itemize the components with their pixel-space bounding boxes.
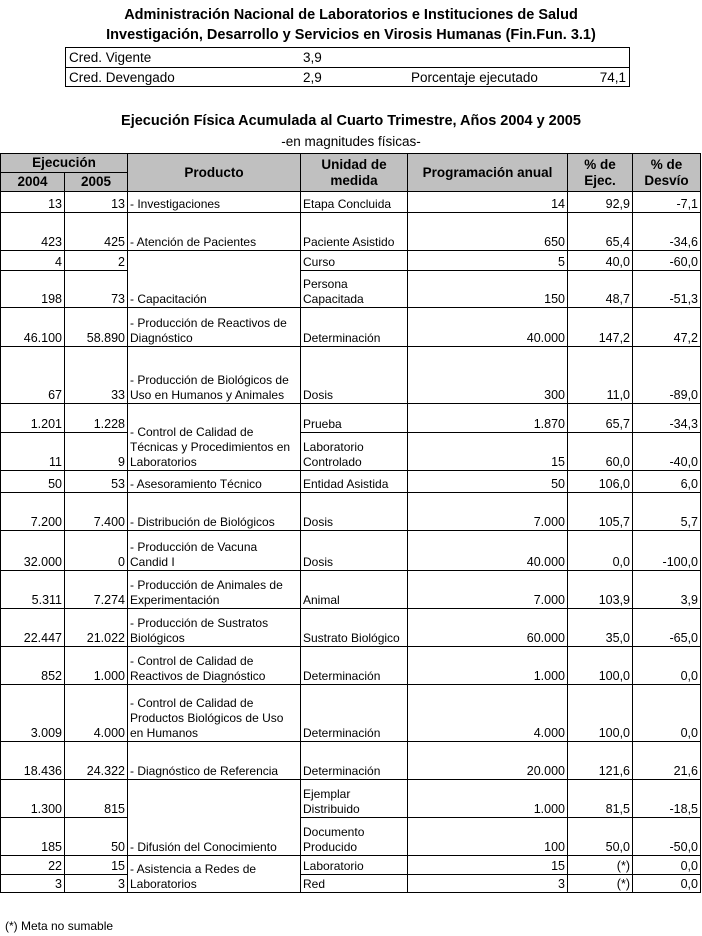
table-row <box>1 271 701 308</box>
cell-2005: 1.228 <box>65 404 128 433</box>
cell-unidad: Prueba <box>301 404 408 433</box>
table-row <box>1 404 701 433</box>
cell-2004: 198 <box>1 271 65 308</box>
cell-unidad: Dosis <box>301 347 408 404</box>
cell-pct-desvio: 21,6 <box>633 742 701 780</box>
cell-unidad: Persona Capacitada <box>301 271 408 308</box>
table-row <box>1 780 701 818</box>
cell-2004: 50 <box>1 471 65 493</box>
cell-unidad: Ejemplar Distribuido <box>301 780 408 818</box>
cell-producto: - Control de Calidad de Productos Biológicos de Uso en Humanos <box>128 685 301 742</box>
cell-pct-ejec: 81,5 <box>568 780 633 818</box>
cell-producto: - Distribución de Biológicos <box>128 493 301 531</box>
cell-2004: 67 <box>1 347 65 404</box>
table-row <box>1 531 701 571</box>
cell-programacion: 4.000 <box>408 685 568 742</box>
cell-unidad: Documento Producido <box>301 818 408 856</box>
cell-2005: 58.890 <box>65 308 128 347</box>
header-2004: 2004 <box>1 173 65 192</box>
page-subtitle: Investigación, Desarrollo y Servicios en Virosis Humanas (Fin.Fun. 3.1) <box>106 27 596 43</box>
cell-unidad: Determinación <box>301 647 408 685</box>
cell-2005: 425 <box>65 213 128 251</box>
cell-pct-ejec: 65,7 <box>568 404 633 433</box>
cell-producto: - Producción de Vacuna Candid I <box>128 531 301 571</box>
cell-programacion: 650 <box>408 213 568 251</box>
cell-unidad: Dosis <box>301 493 408 531</box>
cell-pct-desvio: -18,5 <box>633 780 701 818</box>
cell-pct-desvio: 3,9 <box>633 571 701 609</box>
cell-producto: - Diagnóstico de Referencia <box>128 742 301 780</box>
cell-programacion: 1.000 <box>408 647 568 685</box>
table-row <box>1 433 701 471</box>
cell-2005: 7.400 <box>65 493 128 531</box>
cell-pct-ejec: 40,0 <box>568 251 633 271</box>
cell-producto: - Asistencia a Redes de Laboratorios <box>128 856 301 893</box>
credits-row-vigente <box>66 48 629 68</box>
table-row <box>1 875 701 893</box>
cell-unidad: Determinación <box>301 308 408 347</box>
cell-programacion: 7.000 <box>408 571 568 609</box>
credit-devengado-label: Cred. Devengado <box>69 70 175 85</box>
cell-2004: 5.311 <box>1 571 65 609</box>
cell-2005: 815 <box>65 780 128 818</box>
cell-programacion: 60.000 <box>408 609 568 647</box>
table-row <box>1 251 701 271</box>
cell-pct-ejec: (*) <box>568 875 633 893</box>
porcentaje-value: 74,1 <box>599 70 626 85</box>
cell-unidad: Laboratorio Controlado <box>301 433 408 471</box>
cell-pct-ejec: 35,0 <box>568 609 633 647</box>
table-row <box>1 493 701 531</box>
cell-producto: - Control de Calidad de Reactivos de Diagnóstico <box>128 647 301 685</box>
cell-2004: 3 <box>1 875 65 893</box>
cell-2004: 852 <box>1 647 65 685</box>
cell-2004: 4 <box>1 251 65 271</box>
cell-unidad: Red <box>301 875 408 893</box>
cell-pct-ejec: 11,0 <box>568 347 633 404</box>
cell-2005: 73 <box>65 271 128 308</box>
cell-producto: - Producción de Reactivos de Diagnóstico <box>128 308 301 347</box>
cell-pct-desvio: -34,3 <box>633 404 701 433</box>
cell-pct-desvio: -100,0 <box>633 531 701 571</box>
table-row <box>1 742 701 780</box>
section-title: Ejecución Física Acumulada al Cuarto Trimestre, Años 2004 y 2005 <box>121 113 581 129</box>
table-row <box>1 308 701 347</box>
cell-2004: 13 <box>1 192 65 213</box>
cell-producto: - Investigaciones <box>128 192 301 213</box>
header-ejecucion: Ejecución <box>1 154 128 173</box>
cell-unidad: Animal <box>301 571 408 609</box>
cell-pct-desvio: -65,0 <box>633 609 701 647</box>
cell-unidad: Dosis <box>301 531 408 571</box>
credits-row-devengado <box>66 68 629 87</box>
cell-2004: 32.000 <box>1 531 65 571</box>
cell-pct-ejec: 147,2 <box>568 308 633 347</box>
footnote: (*) Meta no sumable <box>5 919 114 933</box>
table-row <box>1 213 701 251</box>
header-programacion: Programación anual <box>408 154 568 192</box>
cell-programacion: 40.000 <box>408 308 568 347</box>
header-pct-desvio: % de Desvío <box>633 154 701 192</box>
cell-pct-desvio: -50,0 <box>633 818 701 856</box>
cell-unidad: Sustrato Biológico <box>301 609 408 647</box>
cell-2005: 3 <box>65 875 128 893</box>
cell-pct-ejec: 100,0 <box>568 647 633 685</box>
cell-2005: 15 <box>65 856 128 875</box>
cell-2005: 0 <box>65 531 128 571</box>
porcentaje-label: Porcentaje ejecutado <box>411 70 538 85</box>
table-row <box>1 571 701 609</box>
cell-2004: 18.436 <box>1 742 65 780</box>
cell-pct-ejec: 65,4 <box>568 213 633 251</box>
table-row <box>1 609 701 647</box>
cell-2004: 22 <box>1 856 65 875</box>
cell-programacion: 14 <box>408 192 568 213</box>
cell-pct-ejec: 92,9 <box>568 192 633 213</box>
cell-pct-ejec: 106,0 <box>568 471 633 493</box>
header-producto: Producto <box>128 154 301 192</box>
cell-2004: 3.009 <box>1 685 65 742</box>
table-row <box>1 818 701 856</box>
cell-programacion: 5 <box>408 251 568 271</box>
cell-2005: 33 <box>65 347 128 404</box>
cell-2005: 1.000 <box>65 647 128 685</box>
cell-2005: 53 <box>65 471 128 493</box>
cell-unidad: Entidad Asistida <box>301 471 408 493</box>
cell-pct-desvio: 0,0 <box>633 647 701 685</box>
cell-pct-desvio: 0,0 <box>633 685 701 742</box>
cell-2005: 7.274 <box>65 571 128 609</box>
cell-pct-desvio: -7,1 <box>633 192 701 213</box>
cell-2005: 50 <box>65 818 128 856</box>
cell-pct-desvio: 5,7 <box>633 493 701 531</box>
cell-2004: 1.201 <box>1 404 65 433</box>
cell-2005: 24.322 <box>65 742 128 780</box>
cell-programacion: 1.870 <box>408 404 568 433</box>
cell-unidad: Etapa Concluida <box>301 192 408 213</box>
cell-2005: 13 <box>65 192 128 213</box>
cell-2004: 185 <box>1 818 65 856</box>
cell-programacion: 50 <box>408 471 568 493</box>
cell-pct-desvio: -40,0 <box>633 433 701 471</box>
cell-producto: - Atención de Pacientes <box>128 213 301 251</box>
table-row <box>1 192 701 213</box>
credits-box <box>65 47 630 87</box>
cell-pct-desvio: -60,0 <box>633 251 701 271</box>
table-row <box>1 471 701 493</box>
cell-programacion: 3 <box>408 875 568 893</box>
cell-2004: 11 <box>1 433 65 471</box>
cell-programacion: 7.000 <box>408 493 568 531</box>
cell-pct-ejec: 0,0 <box>568 531 633 571</box>
cell-2004: 423 <box>1 213 65 251</box>
cell-unidad: Curso <box>301 251 408 271</box>
cell-pct-desvio: 47,2 <box>633 308 701 347</box>
table-row <box>1 347 701 404</box>
cell-2005: 21.022 <box>65 609 128 647</box>
cell-pct-ejec: 121,6 <box>568 742 633 780</box>
cell-programacion: 20.000 <box>408 742 568 780</box>
credit-vigente-label: Cred. Vigente <box>69 50 152 65</box>
header-2005: 2005 <box>65 173 128 192</box>
cell-programacion: 40.000 <box>408 531 568 571</box>
cell-2004: 1.300 <box>1 780 65 818</box>
cell-programacion: 300 <box>408 347 568 404</box>
cell-programacion: 1.000 <box>408 780 568 818</box>
cell-pct-desvio: -34,6 <box>633 213 701 251</box>
cell-unidad: Paciente Asistido <box>301 213 408 251</box>
credit-devengado-value: 2,9 <box>303 70 322 85</box>
header-unidad: Unidad de medida <box>301 154 408 192</box>
table-row <box>1 685 701 742</box>
cell-2004: 46.100 <box>1 308 65 347</box>
cell-producto: - Producción de Biológicos de Uso en Humanos y Animales <box>128 347 301 404</box>
cell-producto: - Difusión del Conocimiento <box>128 780 301 856</box>
cell-2005: 9 <box>65 433 128 471</box>
cell-pct-ejec: 100,0 <box>568 685 633 742</box>
cell-pct-desvio: 0,0 <box>633 856 701 875</box>
cell-2005: 4.000 <box>65 685 128 742</box>
page-title: Administración Nacional de Laboratorios e Instituciones de Salud <box>124 7 578 23</box>
cell-unidad: Determinación <box>301 685 408 742</box>
cell-programacion: 100 <box>408 818 568 856</box>
cell-programacion: 15 <box>408 856 568 875</box>
cell-2004: 22.447 <box>1 609 65 647</box>
cell-unidad: Determinación <box>301 742 408 780</box>
cell-pct-ejec: 50,0 <box>568 818 633 856</box>
cell-producto: - Asesoramiento Técnico <box>128 471 301 493</box>
credit-vigente-value: 3,9 <box>303 50 322 65</box>
table-row <box>1 647 701 685</box>
cell-pct-desvio: -51,3 <box>633 271 701 308</box>
cell-pct-desvio: 6,0 <box>633 471 701 493</box>
cell-producto: - Capacitación <box>128 251 301 308</box>
cell-pct-ejec: (*) <box>568 856 633 875</box>
cell-producto: - Producción de Animales de Experimentación <box>128 571 301 609</box>
cell-pct-ejec: 105,7 <box>568 493 633 531</box>
header-row-1 <box>1 154 701 173</box>
execution-table <box>0 153 701 893</box>
cell-producto: - Control de Calidad de Técnicas y Procedimientos en Laboratorios <box>128 404 301 471</box>
cell-pct-ejec: 48,7 <box>568 271 633 308</box>
cell-pct-ejec: 60,0 <box>568 433 633 471</box>
cell-producto: - Producción de Sustratos Biológicos <box>128 609 301 647</box>
cell-pct-ejec: 103,9 <box>568 571 633 609</box>
cell-pct-desvio: 0,0 <box>633 875 701 893</box>
cell-programacion: 150 <box>408 271 568 308</box>
cell-2005: 2 <box>65 251 128 271</box>
section-subtitle: -en magnitudes físicas- <box>281 134 421 149</box>
header-pct-ejec: % de Ejec. <box>568 154 633 192</box>
cell-programacion: 15 <box>408 433 568 471</box>
cell-pct-desvio: -89,0 <box>633 347 701 404</box>
table-row <box>1 856 701 875</box>
cell-2004: 7.200 <box>1 493 65 531</box>
cell-unidad: Laboratorio <box>301 856 408 875</box>
